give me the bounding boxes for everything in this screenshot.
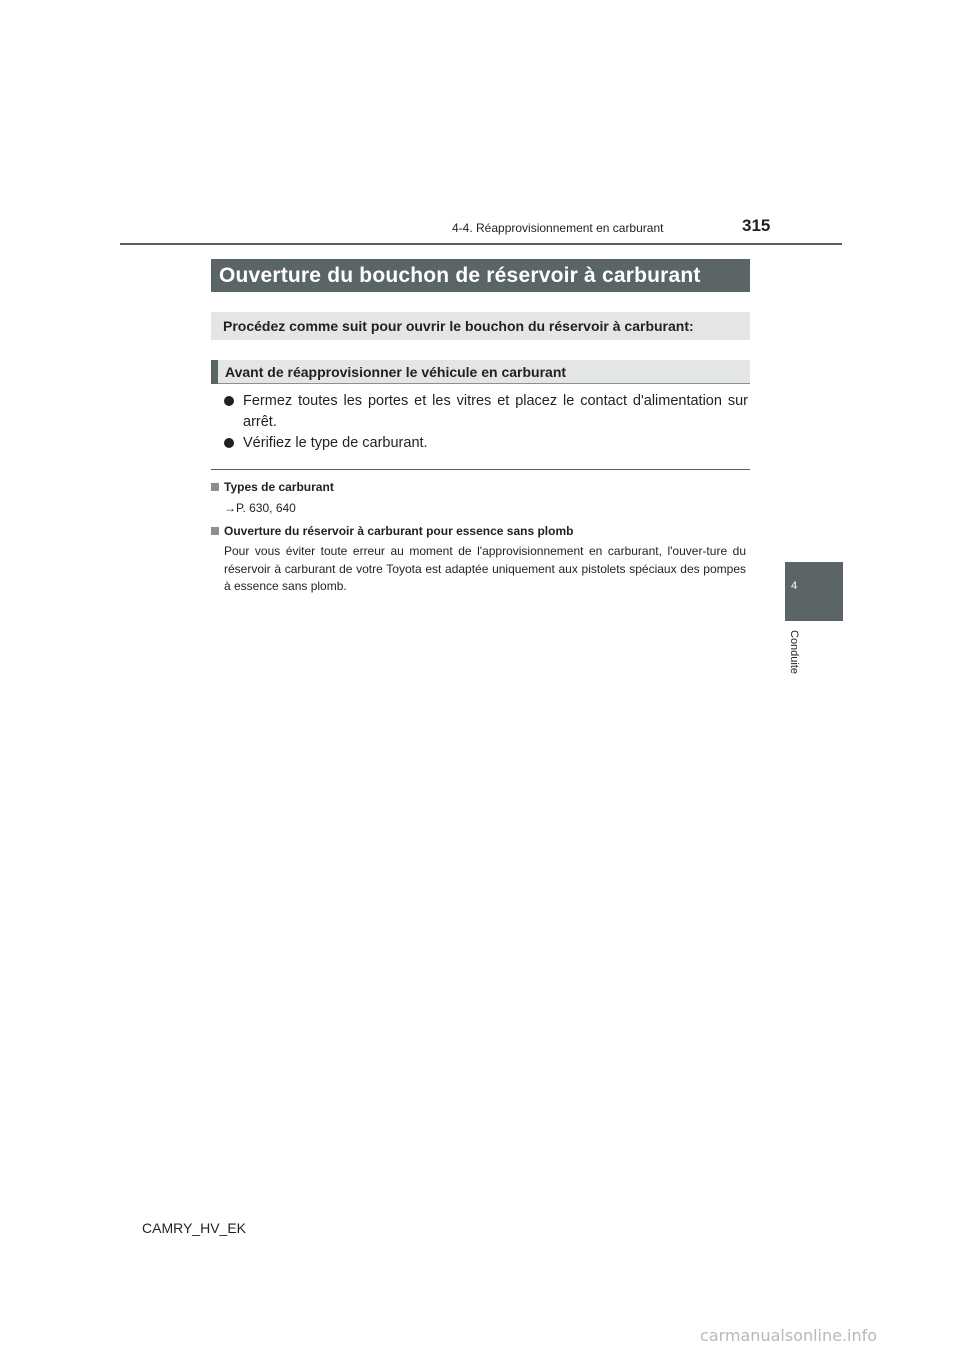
- model-code: CAMRY_HV_EK: [142, 1220, 247, 1236]
- note-body[interactable]: →P. 630, 640: [224, 501, 296, 515]
- bullet-dot-icon: [224, 438, 234, 448]
- page-number: 315: [742, 216, 771, 235]
- header-section-title: 4-4. Réapprovisionnement en carburant: [452, 221, 664, 235]
- bullet-text: Fermez toutes les portes et les vitres et placez le contact d'alimentation sur arrêt.: [243, 393, 748, 430]
- subsection-heading: [211, 360, 750, 384]
- header-divider: [120, 243, 842, 245]
- chapter-label: Conduite: [788, 630, 800, 675]
- note-heading-text: Types de carburant: [224, 480, 334, 494]
- square-bullet-icon: [211, 483, 219, 491]
- chapter-number: 4: [791, 580, 798, 592]
- heading-accent-bar: [211, 360, 218, 384]
- info-divider: [211, 469, 750, 470]
- note-body: Pour vous éviter toute erreur au moment de l'approvisionnement en carburant, l'ouver-ture du réservoir à carburant de votre Toyota est adaptée uniquement aux pistolets spéciaux des pompes à essence sans plomb.: [224, 544, 746, 593]
- note-heading: [211, 480, 334, 494]
- note-heading-text: Ouverture du réservoir à carburant pour essence sans plomb: [224, 524, 574, 538]
- chapter-tab[interactable]: [785, 562, 843, 621]
- note-heading: [211, 524, 573, 538]
- bullet-dot-icon: [224, 396, 234, 406]
- chapter-label-container: [788, 630, 808, 690]
- square-bullet-icon: [211, 527, 219, 535]
- subsection-heading-text: Avant de réapprovisionner le véhicule en carburant: [225, 364, 567, 380]
- bullet-text: Vérifiez le type de carburant.: [243, 435, 428, 451]
- bullet-item: [224, 433, 748, 454]
- bullet-item: [224, 391, 748, 433]
- intro-box: Procédez comme suit pour ouvrir le bouchon du réservoir à carburant:: [211, 312, 750, 340]
- page-title: Ouverture du bouchon de réservoir à carburant: [211, 259, 750, 292]
- watermark: carmanualsonline.info: [700, 1326, 878, 1345]
